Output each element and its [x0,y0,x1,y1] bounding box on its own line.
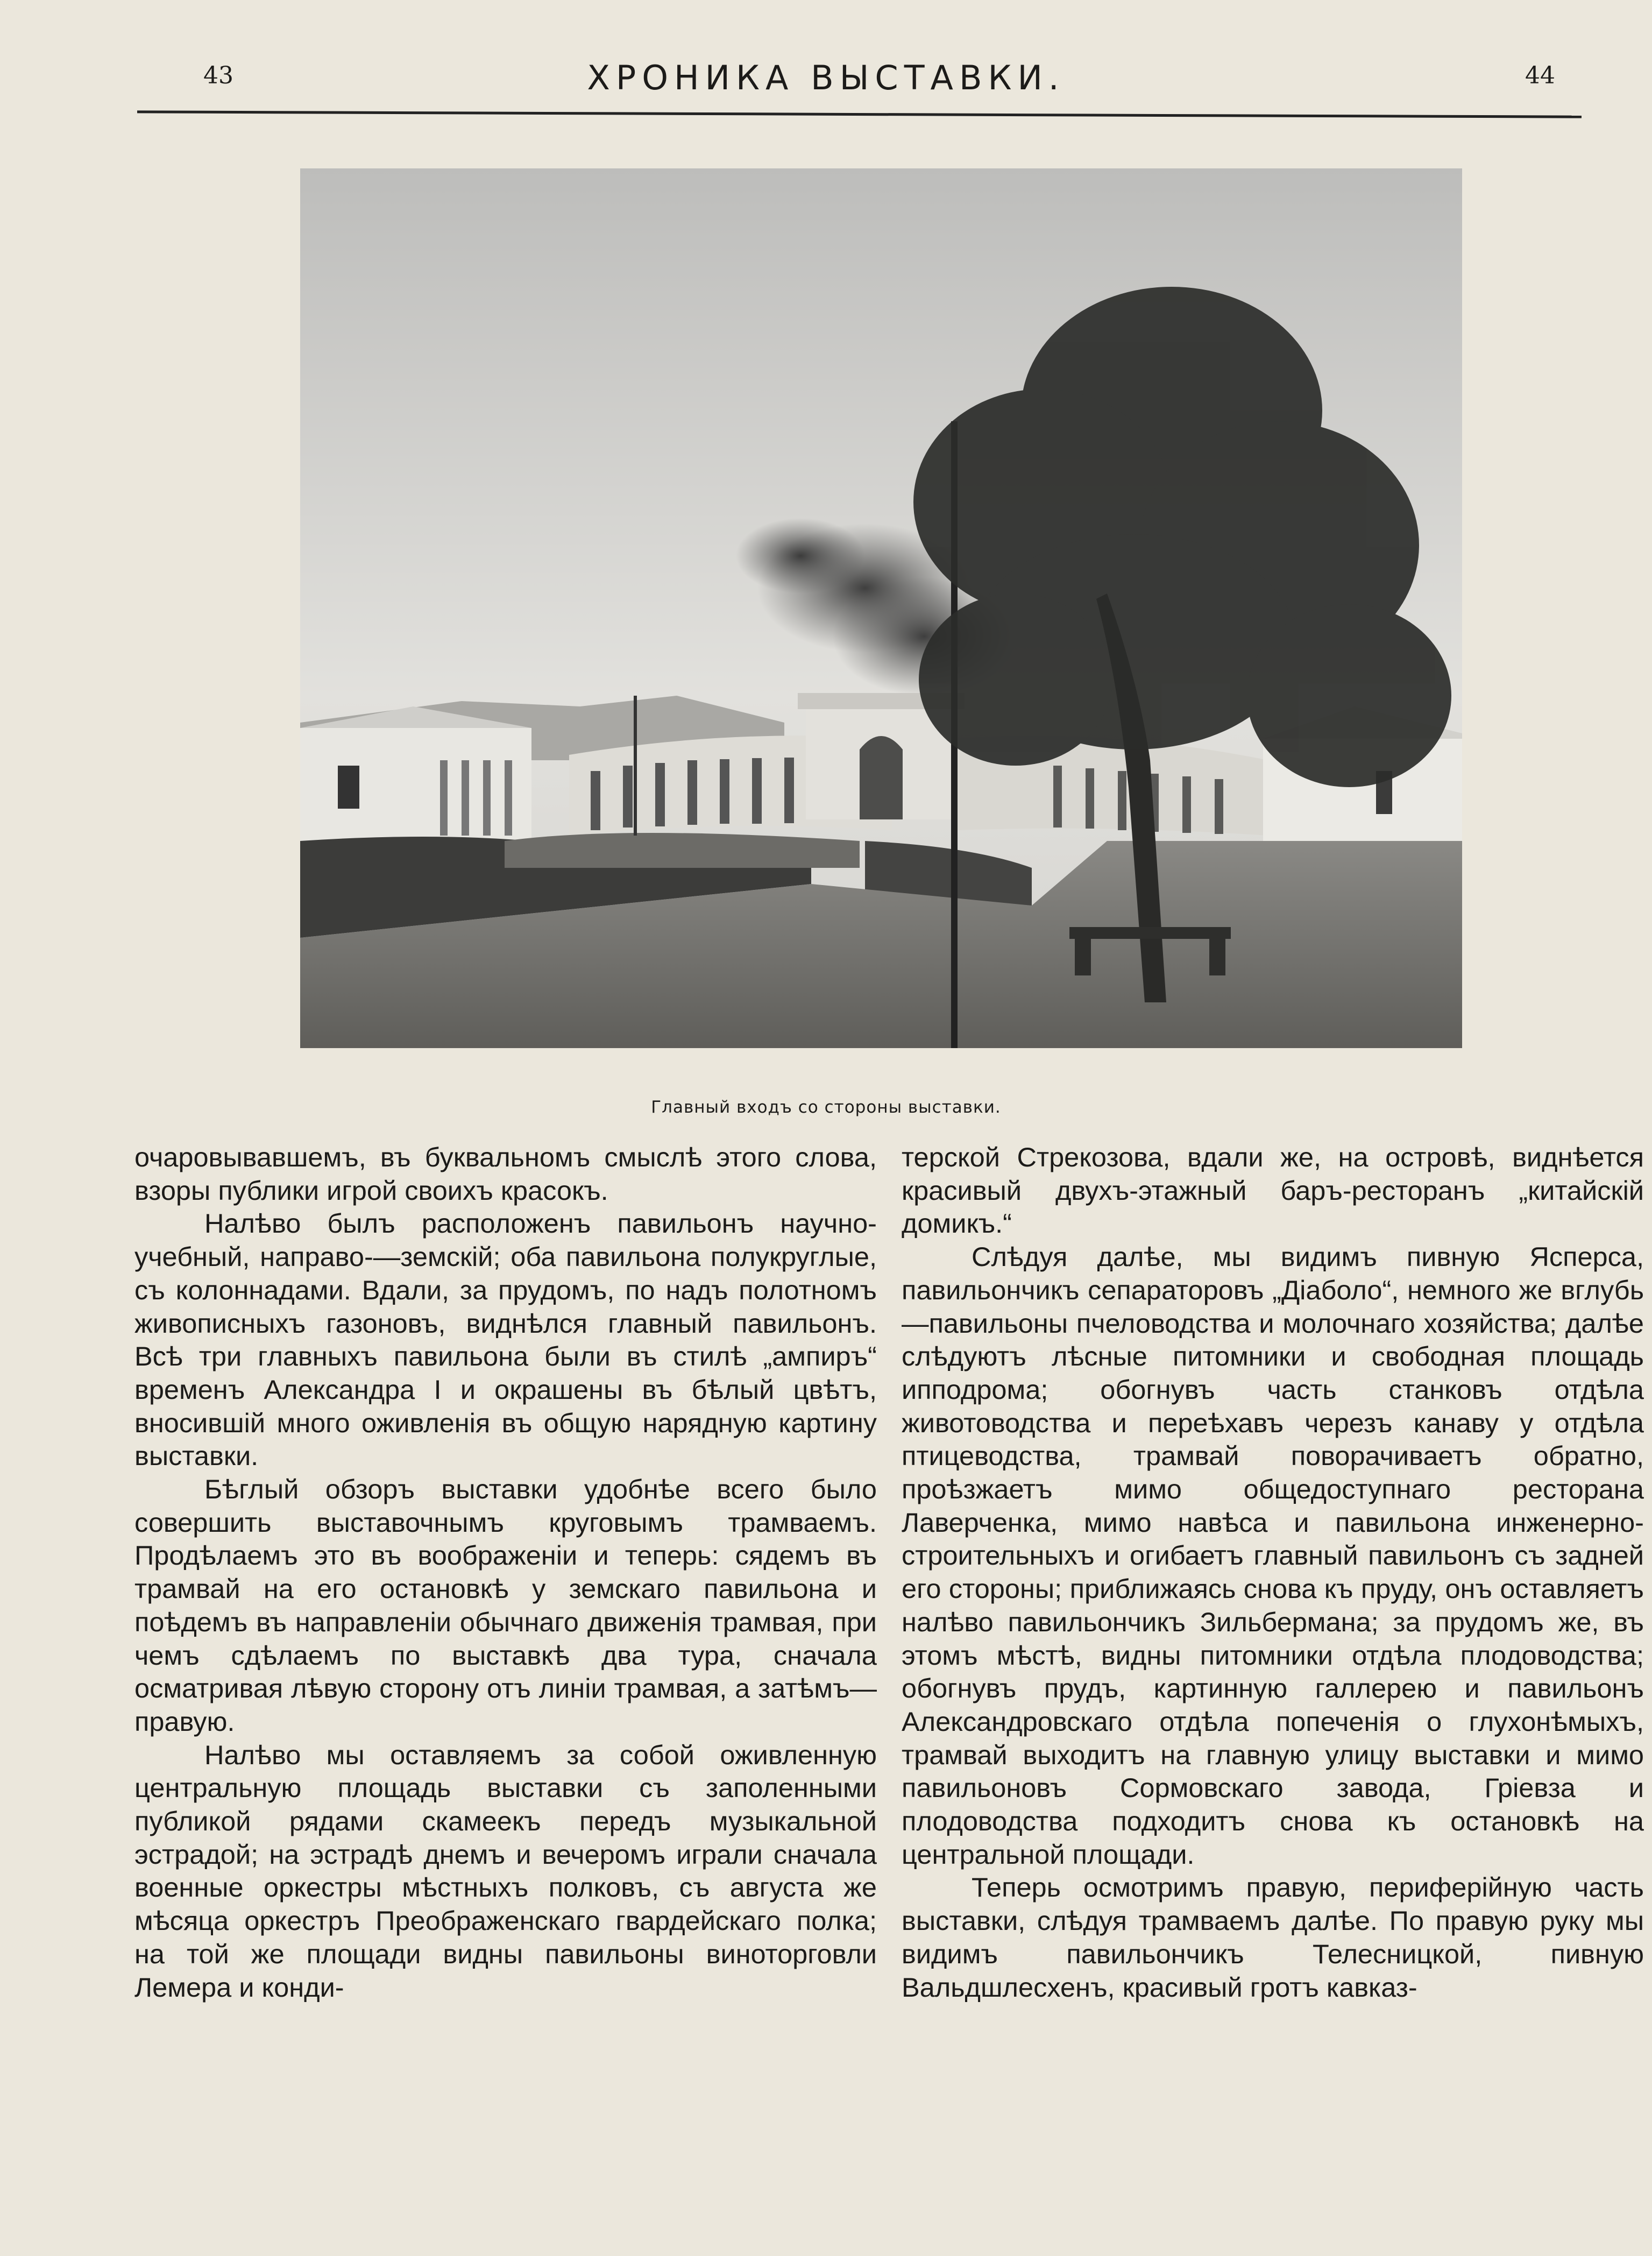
figure-caption: Главный входъ со стороны выставки. [651,1098,1001,1117]
column-left [134,1141,877,2004]
photo-illustration [300,168,1462,1048]
paragraph: Теперь осмотримъ правую, периферійную часть выставки, слѣдуя трамваемъ далѣе. По правую руку мы видимъ павильончикъ Телесницкой, пивную Вальдшлесхенъ, красивый гротъ кавказ- [902,1872,1644,2003]
photograph-main-entrance [300,168,1462,1048]
page-number-left: 43 [203,62,233,89]
column-right [902,1141,1644,2004]
paragraph: Налѣво мы оставляемъ за собой оживленную центральную площадь выставки съ заполенными публикой рядами скамеекъ передъ музыкальной эстрадой; на эстрадѣ днемъ и вечеромъ играли сначала военные оркестры мѣстныхъ полковъ, съ августа же мѣсяца оркестръ Преображенскаго гвардейскаго полка; на той же площади видны павильоны виноторговли Лемера и конди- [134,1739,877,2003]
page-number-right: 44 [1525,62,1555,89]
paragraph: Слѣдуя далѣе, мы видимъ пивную Ясперса, павильончикъ сепараторовъ „Діаболо“, немного же вглубь—павильоны пчеловодства и молочнаго хозяйства; далѣе слѣдуютъ лѣсные питомники и свободная площадь ипподрома; обогнувъ часть станковъ отдѣла животоводства и переѣхавъ черезъ канаву у отдѣла птицеводства, трамвай поворачиваетъ обратно, проѣзжаетъ мимо общедоступнаго ресторана Лаверченка, мимо навѣса и павильона инженерно-строительныхъ и огибаетъ главный павильонъ съ задней его стороны; приближаясь снова къ пруду, онъ оставляетъ налѣво павильончикъ Зильбермана; за прудомъ же, въ этомъ мѣстѣ, видны питомники отдѣла плодоводства; обогнувъ прудъ, картинную галлерею и павильонъ Александровскаго отдѣла попеченія о глухонѣмыхъ, трамвай выходитъ на главную улицу выставки и мимо павильоновъ Сормовскаго завода, Гріевза и плодоводства подходитъ снова къ остановкѣ на центральной площади. [902,1241,1644,1870]
paragraph: терской Стрекозова, вдали же, на островѣ, виднѣется красивый двухъ-этажный баръ-ресторанъ „китайскій домикъ.“ [902,1142,1644,1239]
paragraph: Бѣглый обзоръ выставки удобнѣе всего было совершить выставочнымъ круговымъ трамваемъ. Продѣлаемъ это въ воображеніи и теперь: сядемъ въ трамвай на его остановкѣ у земскаго павильона и поѣдемъ въ направленіи обычнаго движенія трамвая, при чемъ сдѣлаемъ по выставкѣ два тура, сначала осматривая лѣвую сторону отъ линіи трамвая, а затѣмъ—правую. [134,1474,877,1737]
running-title: ХРОНИКА ВЫСТАВКИ. [587,58,1065,97]
paragraph: очаровывавшемъ, въ буквальномъ смыслѣ этого слова, взоры публики игрой своихъ красокъ. [134,1142,877,1206]
header-rule [137,110,1582,118]
paragraph: Налѣво былъ расположенъ павильонъ научно-учебный, направо-—земскій; оба павильона полукруглые, съ колоннадами. Вдали, за прудомъ, по надъ полотномъ живописныхъ газоновъ, виднѣлся главный павильонъ. Всѣ три главныхъ павильона были въ стилѣ „ампиръ“ временъ Александра I и окрашены въ бѣлый цвѣтъ, вносившій много оживленія въ общую нарядную картину выставки. [134,1208,877,1472]
